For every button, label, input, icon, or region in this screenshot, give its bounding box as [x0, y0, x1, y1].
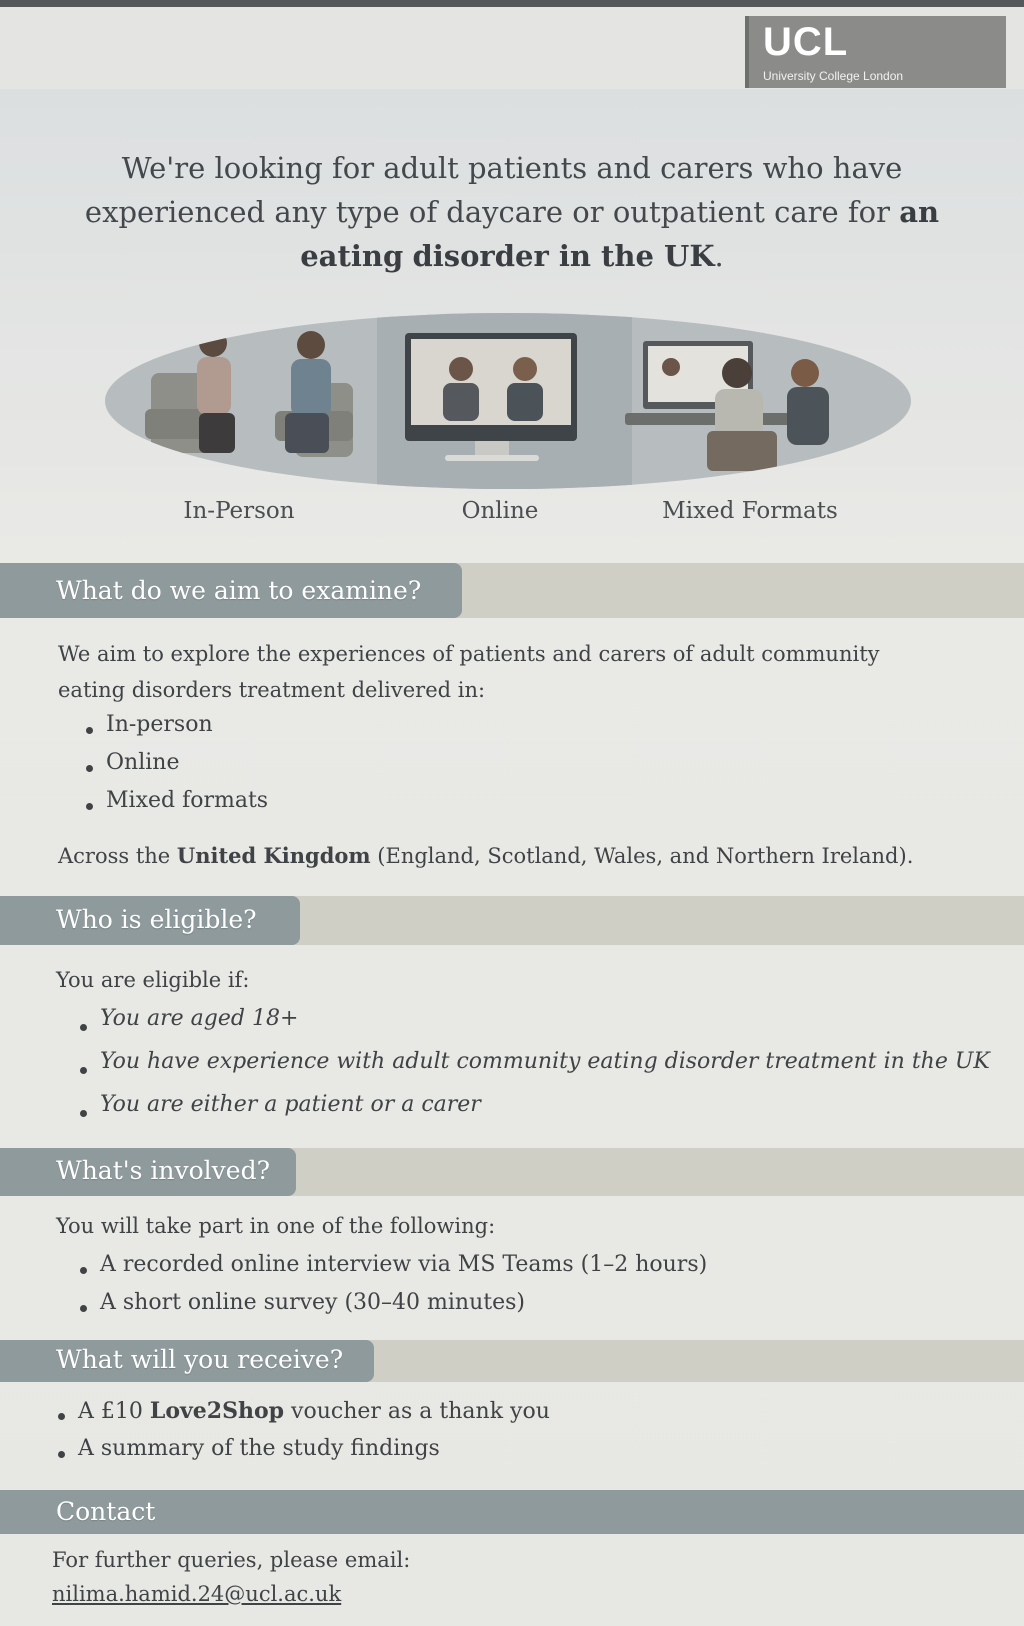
- receive-item-suffix: voucher as a thank you: [284, 1399, 550, 1424]
- headline: [60, 146, 964, 278]
- header: [0, 7, 1024, 89]
- headline-text: We're looking for adult patients and carers who have experienced any type of daycare or outpatient care for: [84, 151, 903, 229]
- list-item: Mixed formats: [84, 788, 268, 826]
- list-item: A recorded online interview via MS Teams (1–2 hours): [78, 1252, 707, 1290]
- list-item: In-person: [84, 712, 268, 750]
- headline-bold-2: disorder in the UK: [412, 239, 715, 273]
- ucl-logo: [745, 16, 1006, 88]
- list-item: Online: [84, 750, 268, 788]
- aim-intro: We aim to explore the experiences of patients and carers of adult community eating disorders treatment delivered in:: [58, 642, 880, 702]
- contact-intro: For further queries, please email:: [52, 1548, 411, 1572]
- receive-item-bold: Love2Shop: [149, 1398, 285, 1424]
- list-item: [56, 1398, 550, 1436]
- across-bold: United Kingdom: [176, 843, 371, 868]
- headline-bold-1: an eating: [300, 195, 940, 273]
- receive-list: [56, 1398, 550, 1474]
- aim-across: [58, 838, 958, 874]
- list-item: You have experience with adult community eating disorder treatment in the UK: [78, 1049, 990, 1092]
- list-item: You are aged 18+: [78, 1006, 990, 1049]
- across-suffix: (England, Scotland, Wales, and Northern Ireland).: [370, 844, 914, 868]
- contact-section-title: Contact: [56, 1497, 156, 1526]
- list-item: You are either a patient or a carer: [78, 1092, 990, 1135]
- mixed-formats-label: Mixed Formats: [662, 498, 838, 524]
- involved-intro: You will take part in one of the following:: [56, 1214, 496, 1238]
- headline-end: .: [714, 239, 724, 273]
- top-border: [0, 0, 1024, 7]
- aim-list: [84, 712, 268, 826]
- logo-subtitle: University College London: [763, 69, 904, 83]
- eligible-list: [78, 1006, 990, 1135]
- involved-section-title: What's involved?: [56, 1156, 270, 1185]
- online-label: Online: [461, 498, 539, 524]
- logo-mark: UCL: [763, 20, 849, 64]
- receive-item-prefix: A £10: [78, 1399, 150, 1424]
- in-person-label: In-Person: [183, 498, 295, 524]
- in-person-illustration: [105, 313, 911, 489]
- aim-section-title: What do we aim to examine?: [56, 576, 422, 605]
- eligible-intro: You are eligible if:: [56, 968, 250, 992]
- eligible-section-title: Who is eligible?: [56, 905, 257, 934]
- involved-list: [78, 1252, 707, 1328]
- format-illustration: [105, 313, 911, 489]
- across-prefix: Across the: [58, 844, 177, 868]
- list-item: A short online survey (30–40 minutes): [78, 1290, 707, 1328]
- contact-email-link[interactable]: nilima.hamid.24@ucl.ac.uk: [52, 1582, 342, 1606]
- list-item: A summary of the study findings: [56, 1436, 550, 1474]
- receive-section-title: What will you receive?: [56, 1345, 344, 1374]
